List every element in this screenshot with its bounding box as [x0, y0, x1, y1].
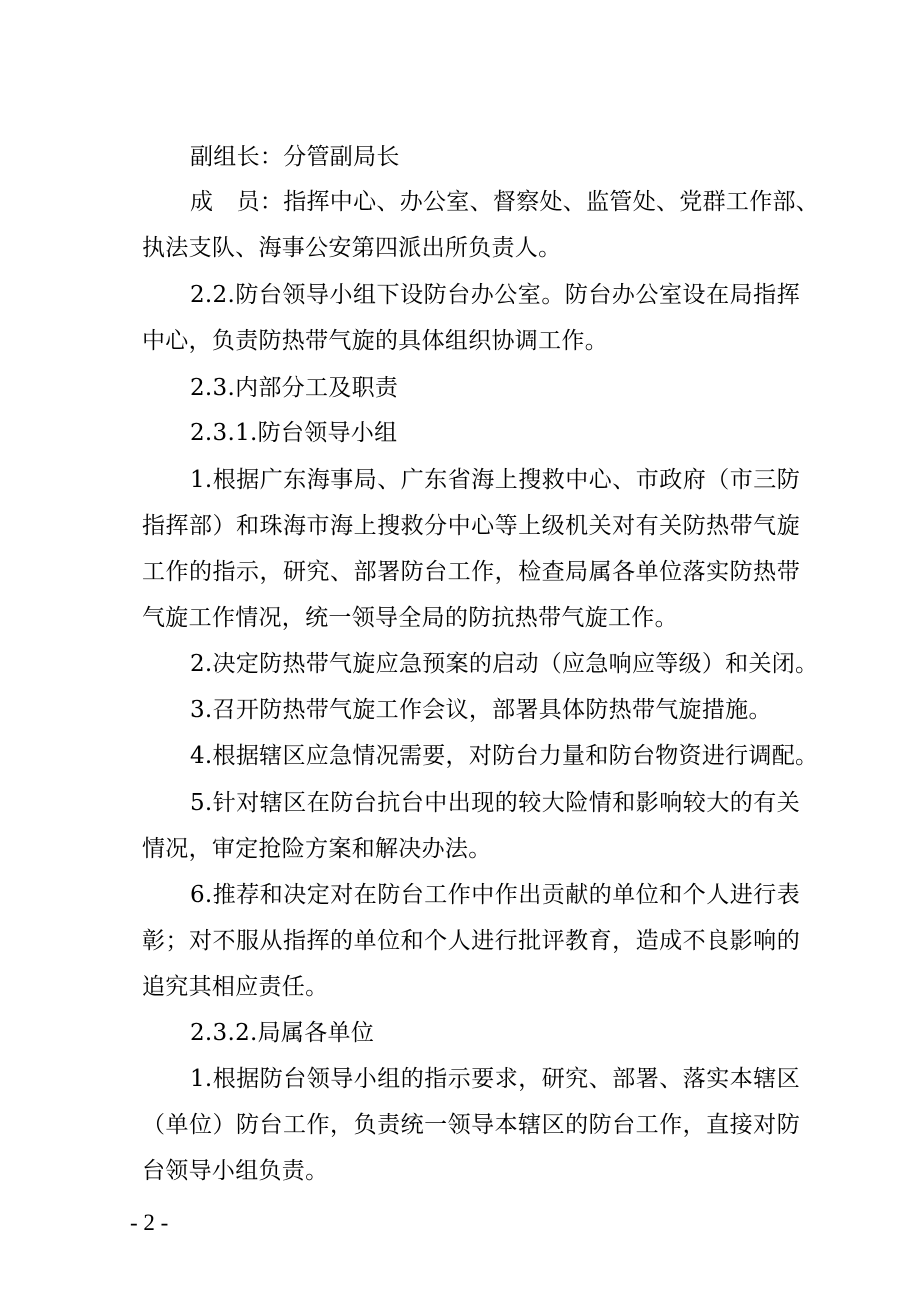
text-line: 2.2.防台领导小组下设防台办公室。防台办公室设在局指挥 — [190, 282, 800, 308]
text-line: 4.根据辖区应急情况需要，对防台力量和防台物资进行调配。 — [190, 743, 819, 769]
text-line: 2.决定防热带气旋应急预案的启动（应急响应等级）和关闭。 — [190, 651, 819, 677]
text-line: 6.推荐和决定对在防台工作中作出贡献的单位和个人进行表 — [190, 882, 800, 908]
text-line: 指挥部）和珠海市海上搜救分中心等上级机关对有关防热带气旋 — [142, 513, 800, 539]
text-line: 副组长：分管副局长 — [190, 144, 400, 170]
text-line: 情况，审定抢险方案和解决办法。 — [142, 836, 492, 862]
text-line: 台领导小组负责。 — [142, 1158, 329, 1184]
text-line: 1.根据防台领导小组的指示要求，研究、部署、落实本辖区 — [190, 1066, 800, 1092]
text-line: 5.针对辖区在防台抗台中出现的较大险情和影响较大的有关 — [190, 790, 800, 816]
text-line: 中心，负责防热带气旋的具体组织协调工作。 — [142, 328, 608, 354]
text-line: （单位）防台工作，负责统一领导本辖区的防台工作，直接对防 — [142, 1112, 800, 1138]
section-heading: 2.3.内部分工及职责 — [190, 375, 399, 401]
text-line: 执法支队、海事公安第四派出所负责人。 — [142, 235, 562, 261]
subsection-heading: 2.3.1.防台领导小组 — [190, 420, 398, 446]
text-line: 气旋工作情况，统一领导全局的防抗热带气旋工作。 — [142, 605, 678, 631]
text-line: 3.召开防热带气旋工作会议，部署具体防热带气旋措施。 — [190, 697, 772, 723]
text-line: 彰；对不服从指挥的单位和个人进行批评教育，造成不良影响的 — [142, 928, 800, 954]
text-line: 成 员：指挥中心、办公室、督察处、监管处、党群工作部、 — [190, 189, 820, 215]
page-number: - 2 - — [130, 1210, 169, 1235]
text-line: 工作的指示，研究、部署防台工作，检查局属各单位落实防热带 — [142, 559, 800, 585]
text-line: 追究其相应责任。 — [142, 974, 329, 1000]
subsection-heading: 2.3.2.局属各单位 — [190, 1020, 375, 1046]
text-line: 1.根据广东海事局、广东省海上搜救中心、市政府（市三防 — [190, 467, 800, 493]
